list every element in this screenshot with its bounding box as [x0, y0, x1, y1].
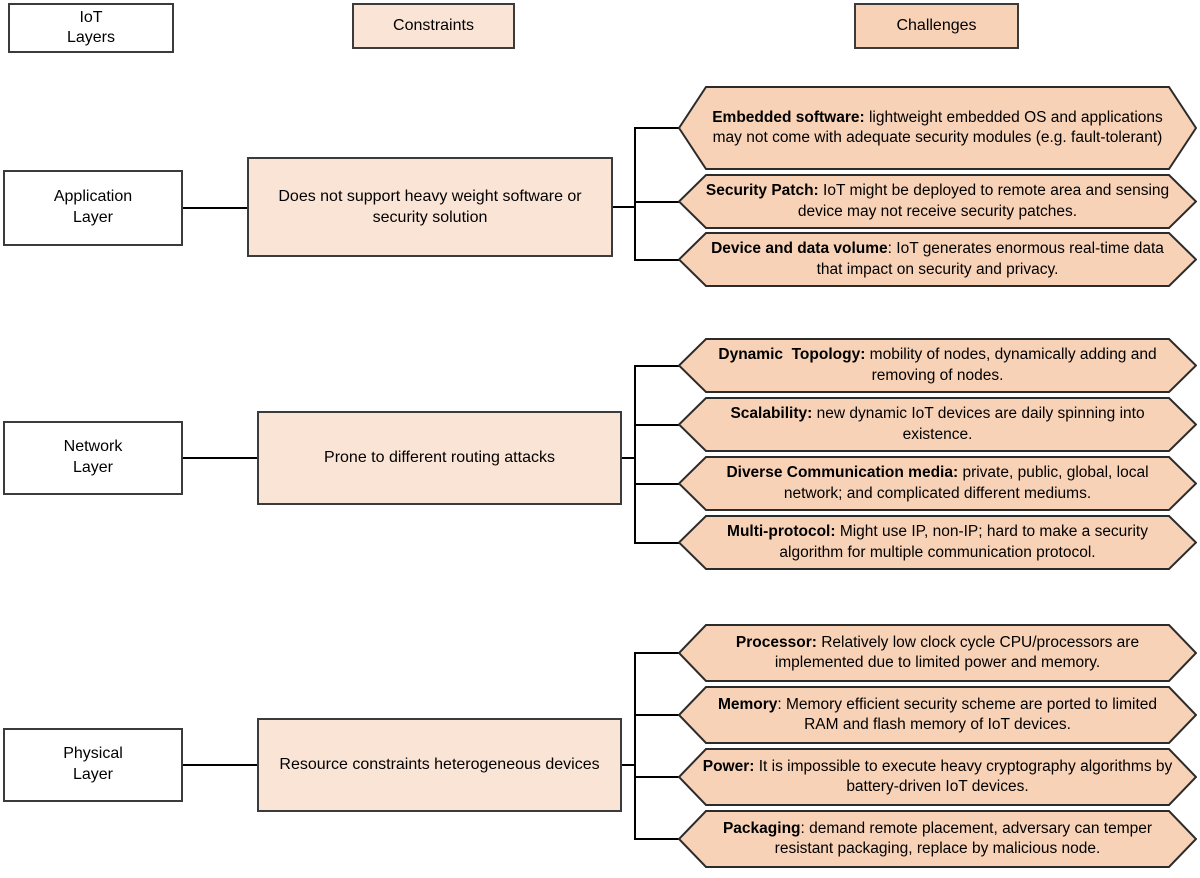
challenge-text [678, 522, 1197, 562]
challenge-text [678, 757, 1197, 797]
challenge-title: Scalability: [730, 405, 813, 423]
challenge-text [678, 404, 1197, 444]
challenge-box-1-0[interactable] [678, 338, 1197, 393]
challenge-description: lightweight embedded OS and applications may not come with adequate security modules (e.g. fault-tolerant) [712, 108, 1163, 146]
connector-branch [634, 201, 680, 203]
layer-box-0[interactable] [3, 170, 183, 246]
challenge-title: Packaging [722, 819, 801, 837]
challenge-box-2-2[interactable] [678, 748, 1197, 806]
challenge-title: Processor: [735, 633, 817, 651]
challenge-description: new dynamic IoT devices are daily spinning into existence. [812, 405, 1145, 443]
challenge-description: IoT might be deployed to remote area and sensing device may not receive security patches. [797, 182, 1170, 220]
connector-branch [634, 259, 680, 261]
constraint-box-1[interactable] [257, 411, 622, 505]
connector-spine [634, 653, 636, 839]
challenge-title: Power: [702, 757, 755, 775]
layer-label: Physical Layer [63, 745, 123, 783]
challenge-box-0-0[interactable] [678, 86, 1197, 170]
challenge-title: Device and data volume [711, 240, 888, 258]
challenge-text [678, 633, 1197, 673]
connector-branch [634, 542, 680, 544]
header-iot-layers [8, 3, 174, 53]
constraint-label: Resource constraints heterogeneous devices [279, 756, 600, 774]
connector-branch [634, 838, 680, 840]
connector-branch [634, 776, 680, 778]
challenge-description: : demand remote placement, adversary can temper resistant packaging, replace by malicious node. [774, 819, 1153, 857]
connector-branch [634, 652, 680, 654]
header-constraints [352, 3, 515, 49]
constraint-label: Does not support heavy weight software or security solution [278, 187, 582, 226]
challenge-box-2-0[interactable] [678, 624, 1197, 682]
connector-branch [634, 714, 680, 716]
connector-branch [634, 127, 680, 129]
challenge-title: Diverse Communication media: [726, 464, 959, 482]
challenge-box-1-1[interactable] [678, 397, 1197, 452]
challenge-title: Multi-protocol: [727, 523, 836, 541]
challenge-text [678, 239, 1197, 279]
challenge-description: Relatively low clock cycle CPU/processors are implemented due to limited power and memory. [774, 633, 1140, 671]
connector-constraint-stem [613, 206, 636, 208]
challenge-text [678, 463, 1197, 503]
header-challenges [854, 3, 1019, 49]
challenge-box-2-1[interactable] [678, 686, 1197, 744]
challenge-text [678, 819, 1197, 859]
header-constraints-label: Constraints [393, 17, 474, 35]
layer-box-2[interactable] [3, 728, 183, 802]
challenge-title: Memory [717, 695, 778, 713]
challenge-title: Security Patch: [705, 182, 819, 200]
challenge-box-0-1[interactable] [678, 174, 1197, 229]
challenge-description: : IoT generates enormous real-time data that impact on security and privacy. [816, 240, 1164, 278]
challenge-text [678, 181, 1197, 221]
header-iot-layers-label: IoT Layers [66, 9, 116, 46]
connector-spine [634, 128, 636, 260]
header-challenges-label: Challenges [896, 17, 977, 35]
challenge-description: : Memory efficient security scheme are ported to limited RAM and flash memory of IoT devices. [777, 695, 1158, 733]
connector-branch [634, 424, 680, 426]
connector-spine [634, 366, 636, 543]
constraint-box-2[interactable] [257, 718, 622, 812]
connector-layer-to-constraint [183, 457, 257, 459]
challenge-description: Might use IP, non-IP; hard to make a security algorithm for multiple communication protocol. [779, 523, 1148, 561]
layer-label: Application Layer [53, 188, 133, 226]
challenge-title: Embedded software: [712, 108, 865, 126]
challenge-box-1-2[interactable] [678, 456, 1197, 511]
connector-layer-to-constraint [183, 207, 247, 209]
challenge-box-1-3[interactable] [678, 515, 1197, 570]
challenge-description: private, public, global, local network; and complicated different mediums. [783, 464, 1149, 502]
challenge-title: Dynamic Topology: [718, 346, 866, 364]
layer-box-1[interactable] [3, 421, 183, 495]
challenge-text [678, 108, 1197, 148]
challenge-description: It is impossible to execute heavy cryptography algorithms by battery-driven IoT devices. [754, 757, 1173, 795]
challenge-description: mobility of nodes, dynamically adding and removing of nodes. [865, 346, 1157, 384]
layer-label: Network Layer [63, 438, 123, 476]
challenge-text [678, 345, 1197, 385]
challenge-box-0-2[interactable] [678, 232, 1197, 287]
challenge-text [678, 695, 1197, 735]
constraint-box-0[interactable] [247, 157, 613, 257]
connector-branch [634, 483, 680, 485]
connector-layer-to-constraint [183, 764, 257, 766]
connector-branch [634, 365, 680, 367]
constraint-label: Prone to different routing attacks [324, 449, 555, 467]
challenge-box-2-3[interactable] [678, 810, 1197, 868]
